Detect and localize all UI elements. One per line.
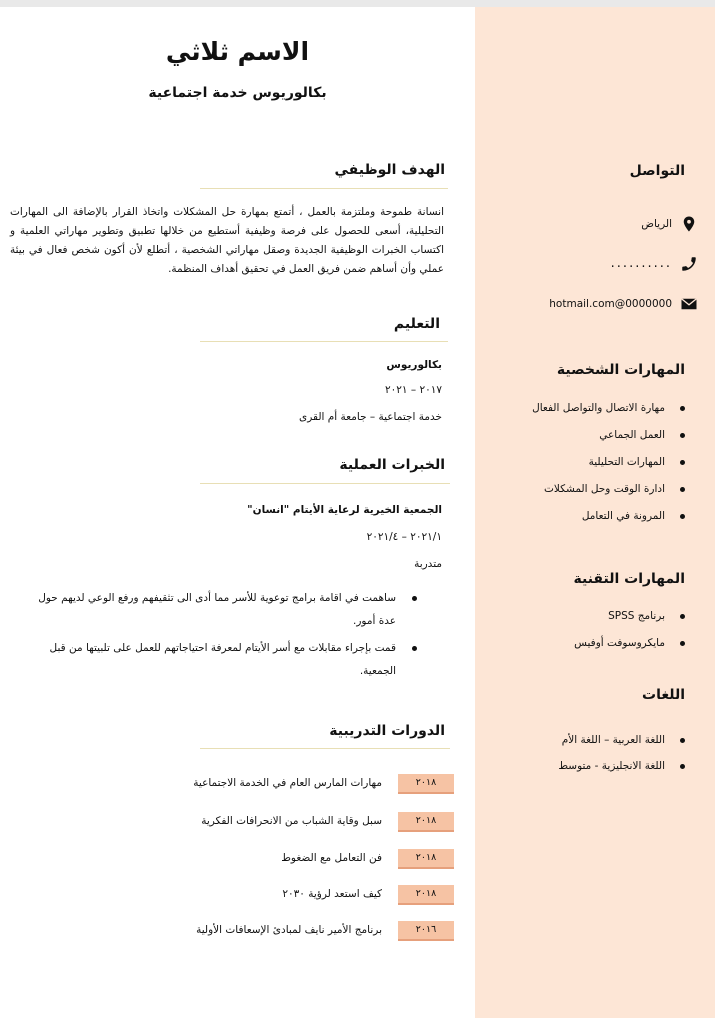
education-title: التعليم <box>393 316 440 332</box>
course-name: مهارات المارس العام في الخدمة الاجتماعية <box>193 777 382 789</box>
experience-role: متدربة <box>414 558 442 570</box>
technical-skills-list <box>489 603 689 657</box>
courses-title: الدورات التدريبية <box>329 723 445 739</box>
contact-phone-number: .......... <box>610 256 672 271</box>
contact-city: الرياض <box>641 218 672 230</box>
bullet-icon <box>680 738 685 743</box>
contact-phone <box>480 254 698 274</box>
full-name: الاسم ثلاثي <box>165 37 310 66</box>
languages-title: اللغات <box>642 687 685 703</box>
bullet-icon <box>680 764 685 769</box>
course-year-badge: ٢٠١٨ <box>398 774 454 794</box>
education-divider <box>200 341 448 342</box>
bullet-icon <box>412 646 417 651</box>
bullet-icon <box>680 433 685 438</box>
experience-bullets <box>20 587 448 687</box>
bullet-icon <box>680 460 685 465</box>
list-item: ساهمت في اقامة برامج توعوية للأسر مما أدى الى تثقيفهم ورفع الوعي لديهم حول عدة أمور. <box>20 587 448 633</box>
courses-divider <box>200 748 450 749</box>
course-name: سبل وقاية الشباب من الانحرافات الفكرية <box>201 815 382 827</box>
education-years: ٢٠١٧ – ٢٠٢١ <box>384 384 442 396</box>
personal-skills-list <box>489 395 689 530</box>
experience-org: الجمعية الخيرية لرعاية الأيتام "انسان" <box>247 504 442 516</box>
course-row <box>150 812 454 830</box>
contact-title: التواصل <box>629 163 685 179</box>
course-name: برنامج الأمير نايف لمبادئ الإسعافات الأولية <box>196 924 382 936</box>
course-row <box>150 921 454 939</box>
languages-list <box>489 727 689 779</box>
education-degree: بكالوريوس <box>386 359 442 371</box>
course-name: فن التعامل مع الضغوط <box>281 852 382 864</box>
list-item: ادارة الوقت وحل المشكلات <box>489 476 689 503</box>
course-year-badge: ٢٠١٨ <box>398 849 454 869</box>
course-year-badge: ٢٠١٨ <box>398 812 454 832</box>
list-item: المهارات التحليلية <box>489 449 689 476</box>
course-year-badge: ٢٠١٨ <box>398 885 454 905</box>
list-item: المرونة في التعامل <box>489 503 689 530</box>
contact-email-address: 0000000@hotmail.com <box>549 298 672 310</box>
bullet-icon <box>680 514 685 519</box>
experience-title: الخبرات العملية <box>339 457 445 473</box>
contact-email <box>480 294 698 314</box>
list-item: اللغة الانجليزية - متوسط <box>489 753 689 779</box>
objective-title: الهدف الوظيفي <box>334 162 445 178</box>
email-icon <box>680 295 698 313</box>
list-item: مايكروسوفت أوفيس <box>489 630 689 657</box>
degree-subtitle: بكالوريوس خدمة اجتماعية <box>148 85 327 101</box>
bullet-icon <box>680 487 685 492</box>
location-icon <box>680 215 698 233</box>
experience-divider <box>200 483 450 484</box>
education-detail: خدمة اجتماعية – جامعة أم القرى <box>299 411 442 423</box>
bullet-icon <box>680 614 685 619</box>
list-item: مهارة الاتصال والتواصل الفعال <box>489 395 689 422</box>
course-row <box>150 849 454 867</box>
contact-location <box>480 214 698 234</box>
experience-dates: ٢٠٢١/١ – ٢٠٢١/٤ <box>366 531 442 543</box>
bullet-icon <box>680 406 685 411</box>
list-item: برنامج SPSS <box>489 603 689 630</box>
bullet-icon <box>412 596 417 601</box>
course-row <box>150 774 454 792</box>
list-item: اللغة العربية – اللغة الأم <box>489 727 689 753</box>
technical-skills-title: المهارات التقنية <box>573 571 685 587</box>
list-item: قمت بإجراء مقابلات مع أسر الأيتام لمعرفة احتياجاتهم للعمل على تلبيتها من قبل الجمعية. <box>20 637 448 683</box>
course-name: كيف استعد لرؤية ٢٠٣٠ <box>282 888 382 900</box>
objective-divider <box>200 188 448 189</box>
list-item: العمل الجماعي <box>489 422 689 449</box>
resume-page <box>0 7 715 1018</box>
bullet-icon <box>680 641 685 646</box>
personal-skills-title: المهارات الشخصية <box>556 362 685 378</box>
course-year-badge: ٢٠١٦ <box>398 921 454 941</box>
course-row <box>150 885 454 903</box>
objective-text: انسانة طموحة وملتزمة بالعمل ، أتمتع بمهارة حل المشكلات واتخاذ القرار بالإضافة الى المهارات التحليلية، أسعى للحصول على فرصة وظيفية أستطيع من خلالها تطبيق وتطوير مهاراتي العلمية و اكتساب الخبرات الوظيفية الجديدة وصقل مهاراتي الشخصية ، أتطلع لأن أكون شخص فعال في بيئة عملي وأن أساهم ضمن فريق العمل في تحقيق أهداف المنظمة. <box>10 206 444 275</box>
phone-icon <box>680 255 698 273</box>
